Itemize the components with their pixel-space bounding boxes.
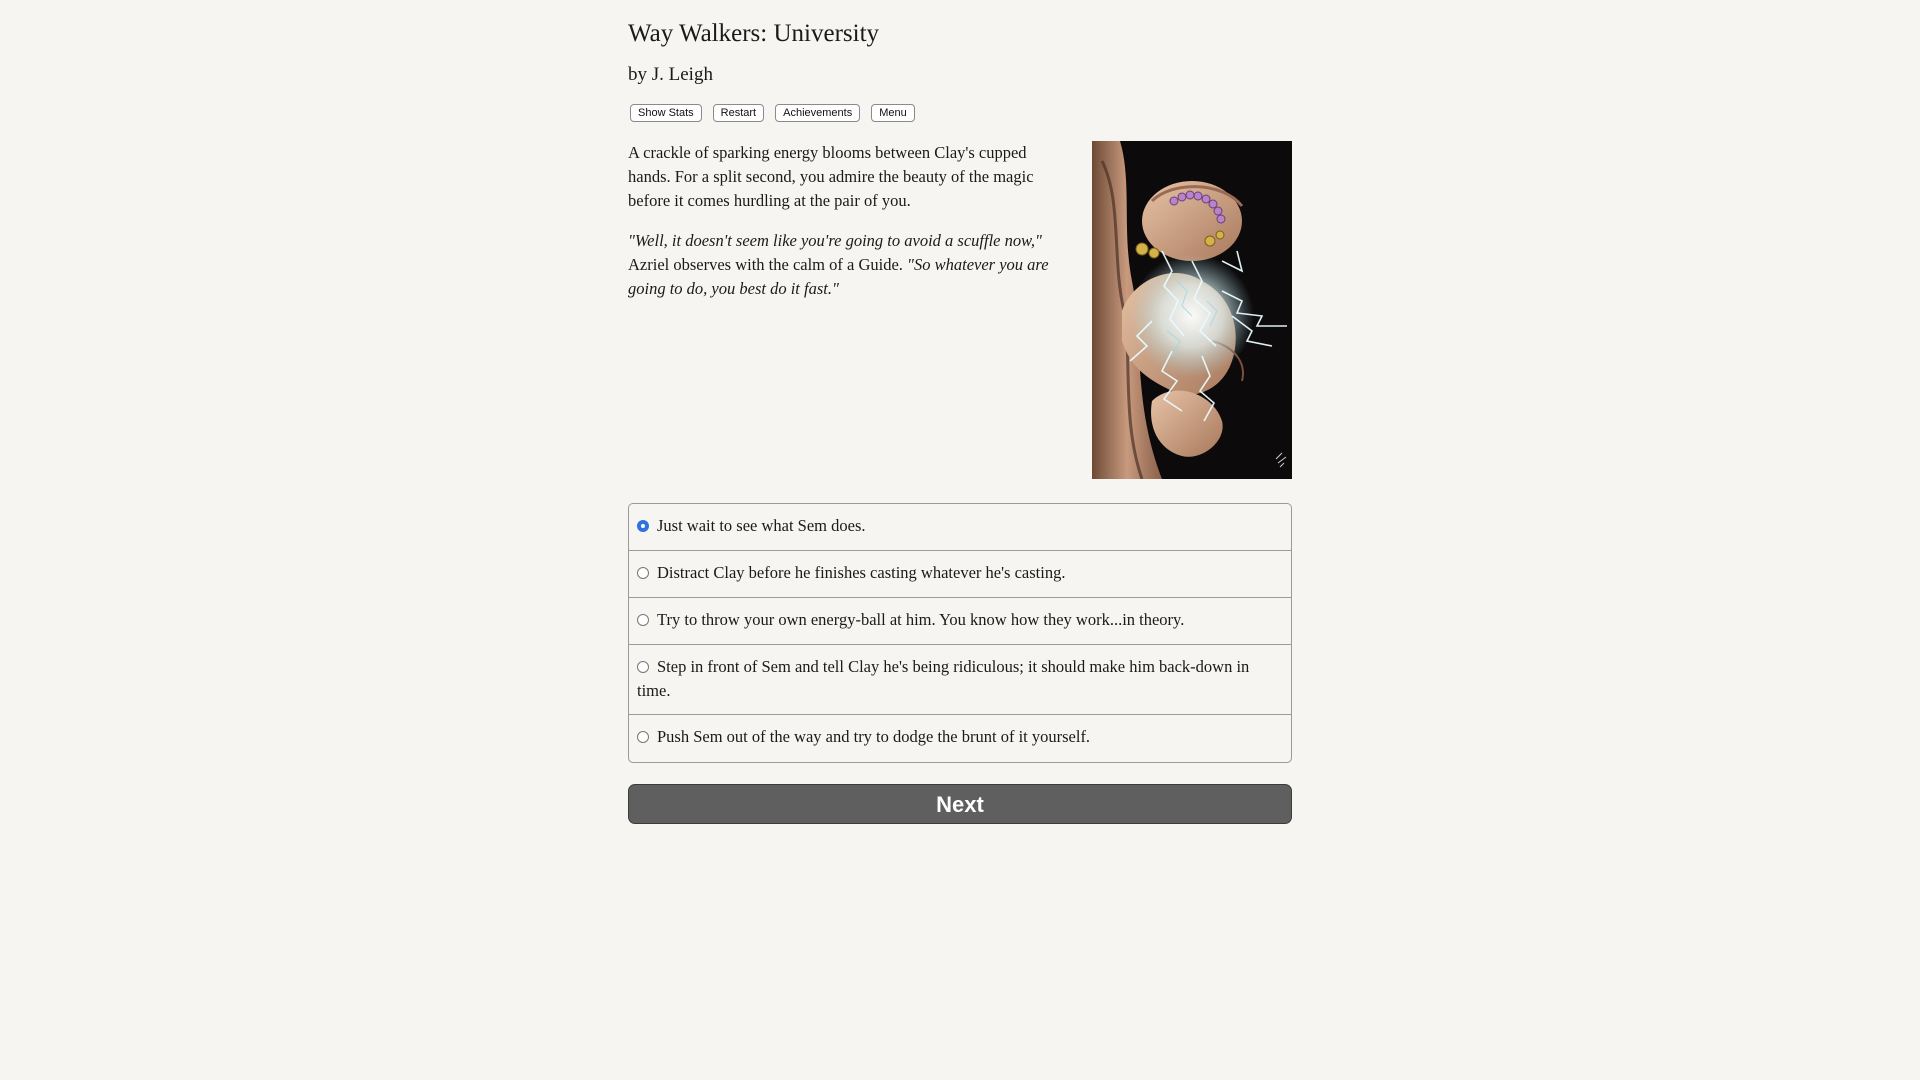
choice-label: Just wait to see what Sem does. (657, 516, 866, 535)
choice-option[interactable] (629, 645, 1291, 715)
choice-option[interactable] (629, 715, 1291, 762)
choice-option[interactable] (629, 551, 1291, 598)
toolbar (630, 104, 915, 122)
radio-button-icon[interactable] (637, 614, 649, 626)
radio-button-icon[interactable] (637, 520, 649, 532)
choice-option[interactable] (629, 504, 1291, 551)
show-stats-button[interactable]: Show Stats (630, 104, 702, 122)
game-author: by J. Leigh (628, 64, 713, 85)
choice-label: Step in front of Sem and tell Clay he's being ridiculous; it should make him back-down in time. (637, 657, 1250, 700)
dialogue-narration: Azriel observes with the calm of a Guide. (628, 255, 908, 274)
game-title: Way Walkers: University (628, 20, 880, 47)
radio-button-icon[interactable] (637, 661, 649, 673)
radio-button-icon[interactable] (637, 567, 649, 579)
choice-option[interactable] (629, 598, 1291, 645)
story-text (628, 141, 1068, 317)
restart-button[interactable]: Restart (713, 104, 764, 122)
choice-label: Push Sem out of the way and try to dodge the brunt of it yourself. (657, 727, 1091, 746)
choices-list (628, 503, 1292, 763)
achievements-button[interactable]: Achievements (775, 104, 860, 122)
menu-button[interactable]: Menu (871, 104, 915, 122)
dialogue-quote-2: "So whatever you are going to do, you best do it fast." (628, 255, 1049, 298)
next-button[interactable]: Next (628, 784, 1292, 824)
story-paragraph-2 (628, 229, 1068, 301)
story-paragraph-1: A crackle of sparking energy blooms between Clay's cupped hands. For a split second, you admire the beauty of the magic before it comes hurdling at the pair of you. (628, 143, 1034, 210)
radio-button-icon[interactable] (637, 731, 649, 743)
magic-energy-hands-illustration (1092, 141, 1292, 479)
choice-label: Try to throw your own energy-ball at him. You know how they work...in theory. (657, 610, 1185, 629)
illustration-art (1092, 141, 1292, 479)
dialogue-quote-1: "Well, it doesn't seem like you're going to avoid a scuffle now," (628, 231, 1042, 250)
choice-label: Distract Clay before he finishes casting whatever he's casting. (657, 563, 1066, 582)
